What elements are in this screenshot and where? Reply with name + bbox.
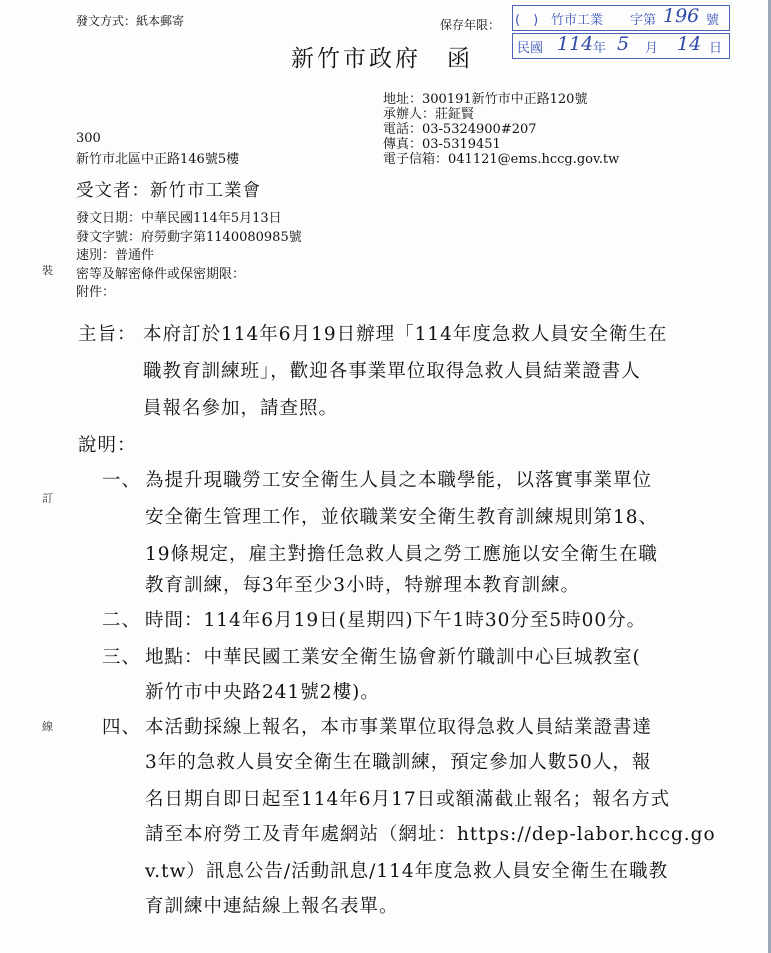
binding-mark-zhuang: 裝 <box>42 264 53 277</box>
sender-info <box>383 92 619 167</box>
item-2-number: 二、 <box>102 610 142 631</box>
subject-line-3: 員報名參加，請查照。 <box>143 398 339 419</box>
item-1-line-2: 安全衛生管理工作，並依職業安全衛生教育訓練規則第18、 <box>145 507 659 528</box>
recipient: 受文者：新竹市工業會 <box>76 181 261 201</box>
stamp-year: 114 <box>557 33 594 55</box>
stamp-ri: 日 <box>709 41 723 56</box>
item-1-line-3: 19條規定，雇主對擔任急救人員之勞工應施以安全衛生在職 <box>145 544 659 565</box>
item-4-line-2: 3年的急救人員安全衛生在職訓練，預定參加人數50人，報 <box>145 752 652 773</box>
stamp-word-no: 字第 <box>630 13 657 28</box>
sender-phone: 電話：03-5324900#207 <box>383 122 537 137</box>
receipt-stamp-top <box>512 5 730 31</box>
attachment: 附件： <box>76 285 116 300</box>
item-4-line-5: v.tw）訊息公告/活動訊息/114年度急救人員安全衛生在職教 <box>145 861 669 882</box>
stamp-nian: 年 <box>593 41 607 56</box>
stamp-org: 竹市工業 <box>551 13 604 28</box>
receipt-stamp-date <box>512 33 730 59</box>
item-4-line-4: 請至本府勞工及青年處網站（網址：https://dep-labor.hccg.go <box>145 824 716 845</box>
item-3-number: 三、 <box>102 647 142 668</box>
secrecy-level: 密等及解密條件或保密期限： <box>76 266 246 282</box>
sender-email: 電子信箱：041121@ems.hccg.gov.tw <box>383 152 620 167</box>
retention-label: 保存年限： <box>440 18 501 32</box>
issue-date: 發文日期：中華民國114年5月13日 <box>76 211 282 226</box>
item-3-line-2: 新竹市中央路241號2樓)。 <box>145 682 380 703</box>
recipient-postcode: 300 <box>76 131 101 146</box>
item-4-line-1: 本活動採線上報名，本市事業單位取得急救人員結業證書達 <box>145 717 653 738</box>
sender-handler: 承辦人：莊鉦賢 <box>383 107 475 122</box>
item-1-line-1: 為提升現職勞工安全衛生人員之本職學能，以落實事業單位 <box>145 470 653 491</box>
explanation-label: 說明： <box>78 435 137 456</box>
item-4-line-6: 育訓練中連結線上報名表單。 <box>145 896 399 917</box>
stamp-yue: 月 <box>645 41 659 56</box>
item-4-line-3: 名日期自即日起至114年6月17日或額滿截止報名；報名方式 <box>145 789 671 810</box>
stamp-paren: ( ) <box>515 13 539 28</box>
doc-number: 發文字號：府勞動字第1140080985號 <box>76 229 302 245</box>
stamp-month: 5 <box>617 33 630 55</box>
item-1-number: 一、 <box>102 470 142 491</box>
item-3-line-1: 地點：中華民國工業安全衛生協會新竹職訓中心巨城教室( <box>145 647 641 668</box>
sender-address: 地址：300191新竹市中正路120號 <box>383 92 588 107</box>
stamp-era: 民國 <box>517 41 544 56</box>
subject-line-1: 本府訂於114年6月19日辦理「114年度急救人員安全衛生在 <box>143 324 668 345</box>
stamp-hao: 號 <box>706 13 720 28</box>
doc-meta <box>76 210 302 303</box>
delivery-method: 發文方式：紙本郵寄 <box>76 14 185 28</box>
binding-mark-ding: 訂 <box>42 492 53 505</box>
stamp-number: 196 <box>663 5 700 27</box>
speed-class: 速別：普通件 <box>76 248 155 263</box>
item-4-number: 四、 <box>102 717 142 738</box>
recipient-address: 新竹市北區中正路146號5樓 <box>76 152 240 167</box>
subject-line-2: 職教育訓練班」，歡迎各事業單位取得急救人員結業證書人 <box>143 361 641 382</box>
subject-label: 主旨： <box>78 324 137 345</box>
stamp-day: 14 <box>677 33 702 55</box>
binding-mark-xian: 線 <box>42 720 53 733</box>
item-1-line-4: 教育訓練，每3年至少3小時，特辦理本教育訓練。 <box>145 575 581 596</box>
sender-fax: 傳真：03-5319451 <box>383 137 501 152</box>
page-title: 新竹市政府 函 <box>291 46 473 72</box>
item-2-line-1: 時間：114年6月19日(星期四)下午1時30分至5時00分。 <box>145 610 647 631</box>
